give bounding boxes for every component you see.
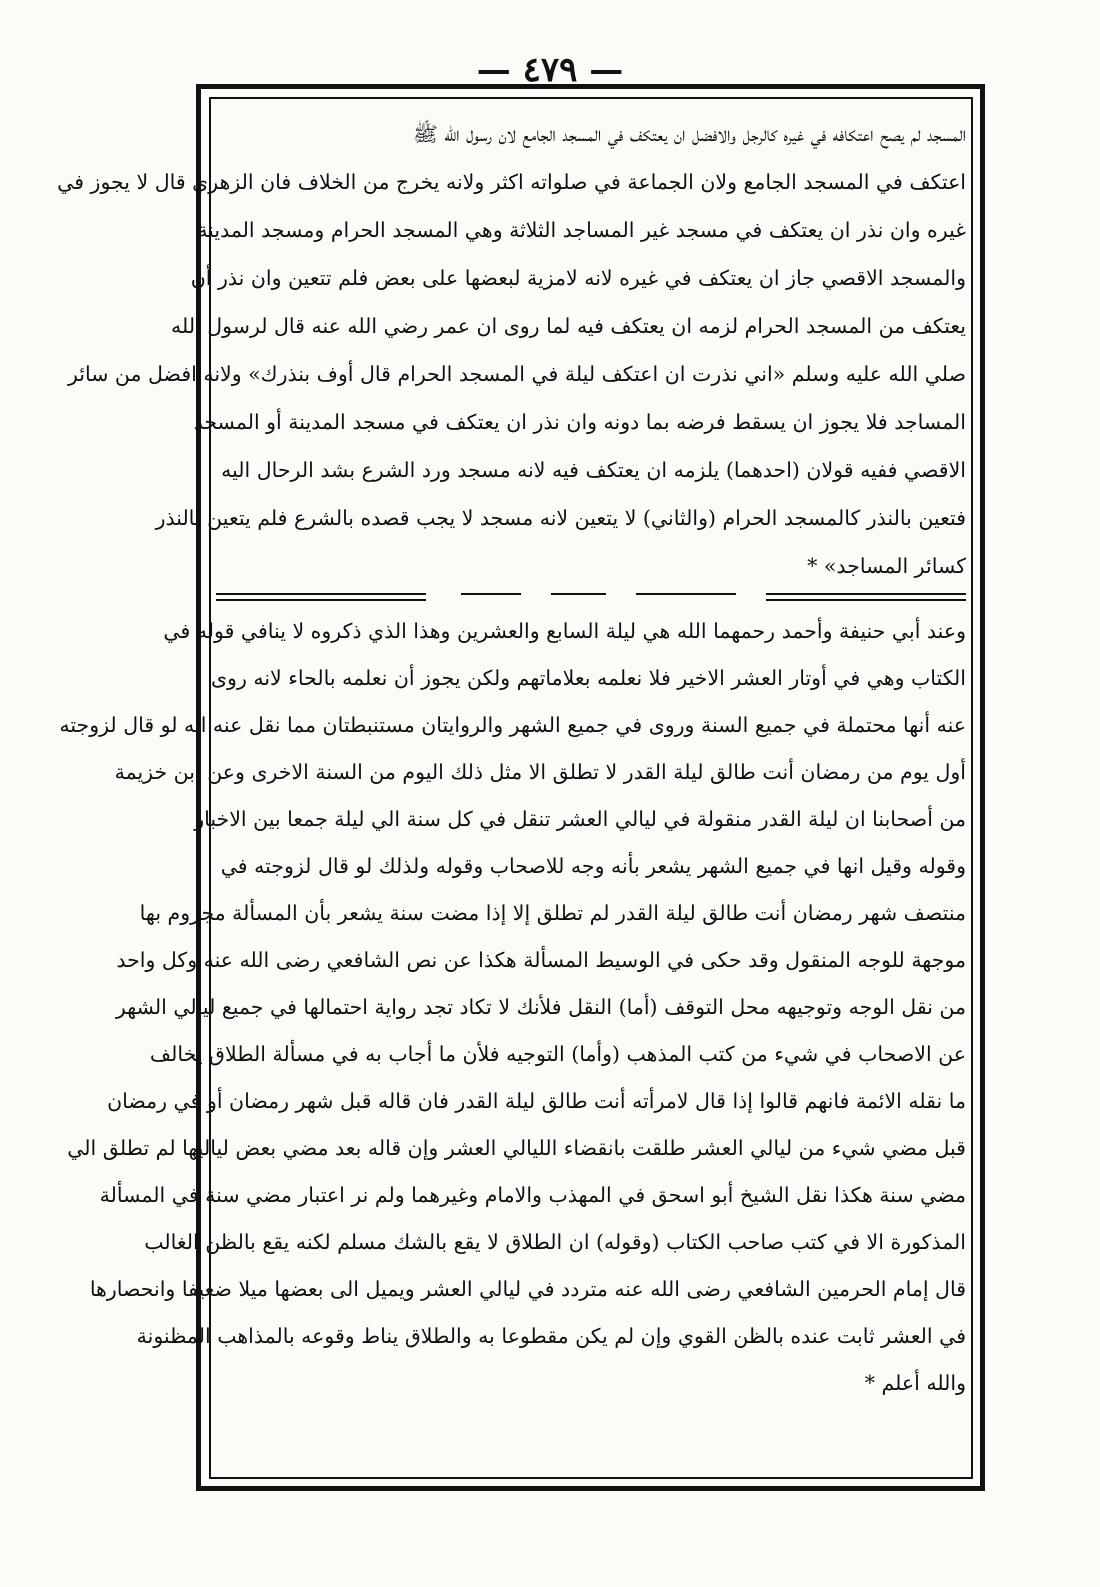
text-line: المساجد فلا يجوز ان يسقط فرضه بما دونه وان نذر ان يعتكف في مسجد المدينة أو المسجد bbox=[193, 410, 966, 434]
text-line: كسائر المساجد» * bbox=[807, 554, 966, 578]
divider-rule bbox=[216, 599, 426, 601]
text-line: المسجد لم يصح اعتكافه في غيره كالرجل والافضل ان يعتكف في المسجد الجامع لان رسول الله ﷺ bbox=[412, 122, 966, 146]
divider-rule bbox=[766, 593, 966, 595]
text-line: منتصف شهر رمضان أنت طالق ليلة القدر لم تطلق إلا إذا مضت سنة يشعر بأن المسألة مجزوم بها bbox=[139, 901, 966, 925]
text-line: والله أعلم * bbox=[864, 1371, 966, 1395]
divider-rule bbox=[216, 593, 426, 595]
text-line: الكتاب وهي في أوتار العشر الاخير فلا نعلمه بعلاماتهم ولكن يجوز أن نعلمه بالحاء لانه روى bbox=[211, 666, 966, 690]
text-line: غيره وان نذر ان يعتكف في مسجد غير المساجد الثلاثة وهي المسجد الحرام ومسجد المدينة bbox=[197, 218, 966, 242]
text-line: والمسجد الاقصي جاز ان يعتكف في غيره لانه لامزية لبعضها على بعض فلم تتعين وان نذر أن bbox=[190, 266, 966, 290]
text-line: أول يوم من رمضان أنت طالق ليلة القدر لا تطلق الا مثل ذلك اليوم من السنة الاخرى وعن ابن خزيمة bbox=[114, 760, 966, 784]
divider-rule bbox=[636, 593, 736, 595]
text-line: عنه أنها محتملة في جميع السنة وروى في جميع الشهر والروايتان مستنبطتان مما نقل عنه انه لو قال لزوجته bbox=[59, 713, 966, 737]
section-divider bbox=[216, 593, 966, 601]
text-line: موجهة للوجه المنقول وقد حكى في الوسيط المسألة هكذا عن نص الشافعي رضى الله عنه وكل واحد bbox=[116, 948, 966, 972]
text-line: وقوله وقيل انها في جميع الشهر يشعر بأنه وجه للاصحاب وقوله ولذلك لو قال لزوجته في bbox=[220, 854, 966, 878]
divider-rule bbox=[551, 593, 606, 595]
text-line: من نقل الوجه وتوجيهه محل التوقف (أما) النقل فلأنك لا تكاد تجد رواية احتمالها في جميع ليالي الشهر bbox=[115, 995, 966, 1019]
text-line: صلي الله عليه وسلم «اني نذرت ان اعتكف ليلة في المسجد الحرام قال أوف بنذرك» ولانه افضل من سائر bbox=[67, 362, 966, 386]
text-line: في العشر ثابت عنده بالظن القوي وإن لم يكن مقطوعا به والطلاق يناط وقوعه بالمذاهب المظنونة bbox=[136, 1324, 966, 1348]
text-line: فتعين بالنذر كالمسجد الحرام (والثاني) لا يتعين لانه مسجد لا يجب قصده بالشرع فلم يتعين بالنذر bbox=[155, 506, 966, 530]
text-line: قال إمام الحرمين الشافعي رضى الله عنه متردد في ليالي العشر ويميل الى بعضها ميلا ضعيفا وانحصارها bbox=[89, 1277, 966, 1301]
text-line: المذكورة الا في كتب صاحب الكتاب (وقوله) ان الطلاق لا يقع بالشك مسلم لكنه يقع بالظن الغالب bbox=[144, 1230, 966, 1254]
text-line: ما نقله الائمة فانهم قالوا إذا قال لامرأته أنت طالق ليلة القدر فان قاله قبل شهر رمضان أو في رمضان bbox=[107, 1089, 966, 1113]
divider-rule bbox=[461, 593, 521, 595]
text-line: مضي سنة هكذا نقل الشيخ أبو اسحق في المهذب والامام وغيرهما ولم نر اعتبار مضي سنة في المسألة bbox=[99, 1183, 966, 1207]
text-line: قبل مضي شيء من ليالي العشر طلقت بانقضاء الليالي العشر وإن قاله بعد مضي بعض لياليها لم تطلق الي bbox=[67, 1136, 966, 1160]
main-text-section bbox=[57, 110, 966, 590]
commentary-text-section bbox=[59, 608, 966, 1407]
text-line: من أصحابنا ان ليلة القدر منقولة في ليالي العشر تنقل في كل سنة الي ليلة جمعا بين الاخبار bbox=[194, 807, 966, 831]
text-line: الاقصي ففيه قولان (احدهما) يلزمه ان يعتكف فيه لانه مسجد ورد الشرع بشد الرحال اليه bbox=[221, 458, 966, 482]
text-line: عن الاصحاب في شيء من كتب المذهب (وأما) التوجيه فلأن ما أجاب به في مسألة الطلاق يخالف bbox=[149, 1042, 966, 1066]
text-line: وعند أبي حنيفة وأحمد رحمهما الله هي ليلة السابع والعشرين وهذا الذي ذكروه لا ينافي قوله في bbox=[163, 619, 966, 643]
text-line: اعتكف في المسجد الجامع ولان الجماعة في صلواته اكثر ولانه يخرج من الخلاف فان الزهري قال لا يجوز في bbox=[57, 170, 966, 194]
text-line: يعتكف من المسجد الحرام لزمه ان يعتكف فيه لما روى ان عمر رضي الله عنه قال لرسول الله bbox=[171, 314, 966, 338]
divider-rule bbox=[766, 599, 966, 601]
page-number: — ٤٧٩ — bbox=[476, 50, 624, 90]
